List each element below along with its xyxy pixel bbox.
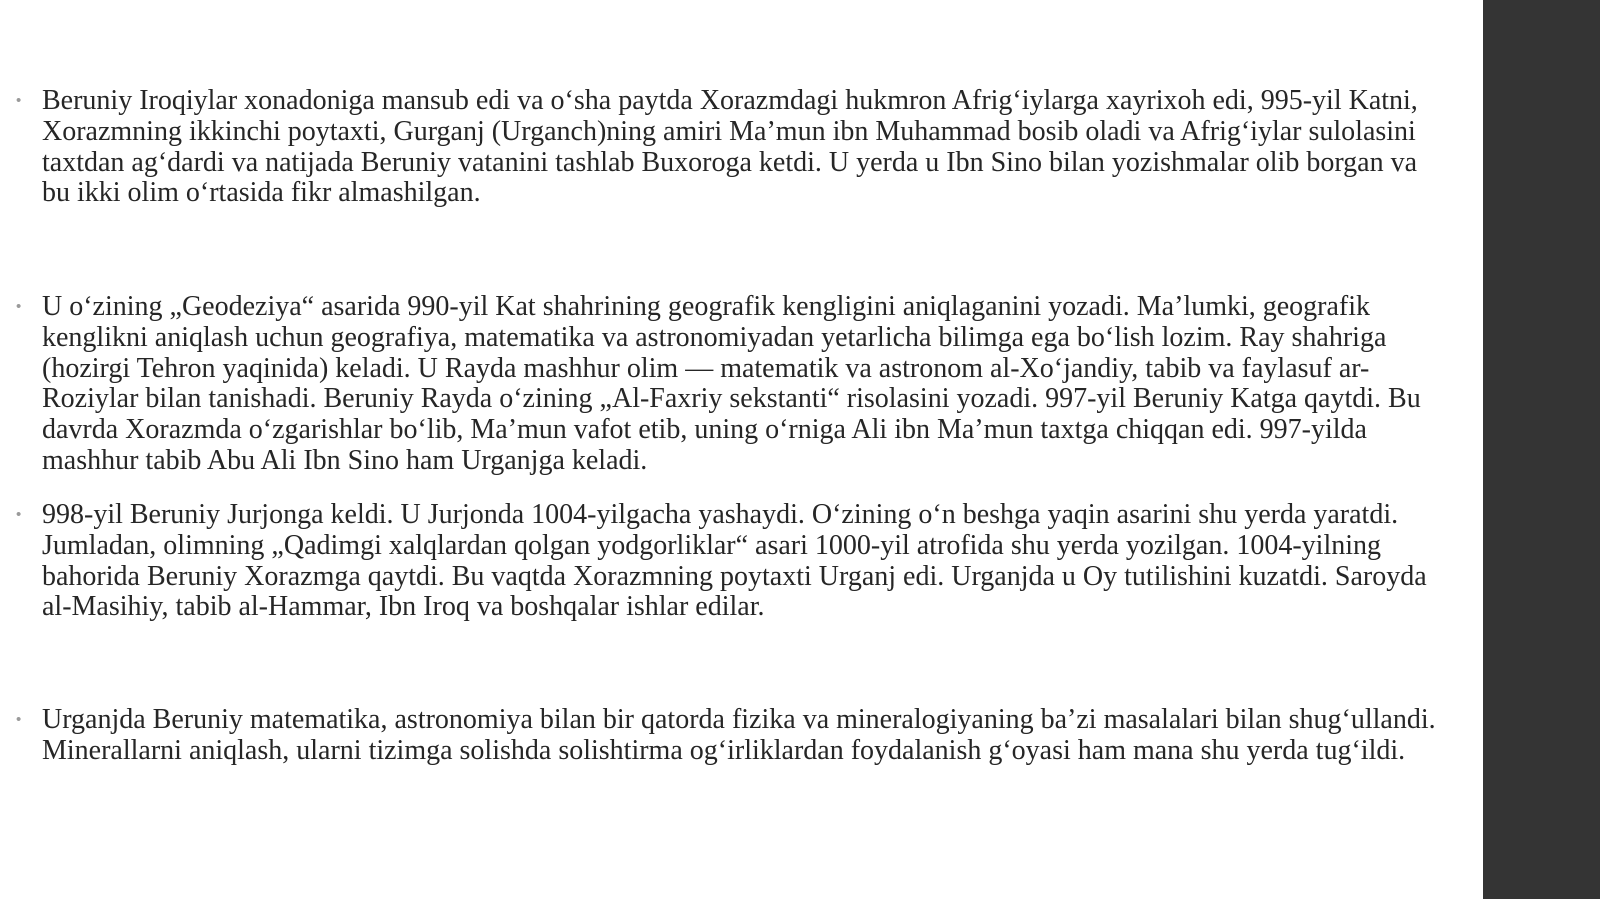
bullet-dot-icon: • xyxy=(16,92,22,109)
bullet-text: U o‘zining „Geodeziya“ asarida 990-yil Kat shahrining geografik kengligini aniqlaganini yozadi. Ma’lumki, geografik kenglikni aniqlash uchun geografiya, matematika va astronomiyadan yetarlicha bilimga ega bo‘lish lozim. Ray shahriga (hozirgi Tehron yaqinida) keladi. U Rayda mashhur olim — matematik va astronom al-Xo‘jandiy, tabib va faylasuf ar-Roziylar bilan tanishadi. Beruniy Rayda o‘zining „Al-Faxriy sekstanti“ risolasini yozadi. 997-yil Beruniy Katga qaytdi. Bu davrda Xorazmda o‘zgarishlar bo‘lib, Ma’mun vafot etib, uning o‘rniga Ali ibn Ma’mun taxtga chiqqan edi. 997-yilda mashhur tabib Abu Ali Ibn Sino ham Urganjga keladi. xyxy=(42,291,1421,476)
decorative-side-bar xyxy=(1483,0,1600,899)
bullet-text: Urganjda Beruniy matematika, astronomiya bilan bir qatorda fizika va mineralogiyaning ba’zi masalalari bilan shug‘ullandi. Minerallarni aniqlash, ularni tizimga solishda solishtirma og‘irliklardan foydalanish g‘oyasi ham mana shu yerda tug‘ildi. xyxy=(42,704,1436,766)
bullet-dot-icon: • xyxy=(16,506,22,523)
bullet-text: Beruniy Iroqiylar xonadoniga mansub edi va o‘sha paytda Xorazmdagi hukmron Afrig‘iylarga xayrixoh edi, 995-yil Katni, Xorazmning ikkinchi poytaxti, Gurganj (Urganch)ning amiri Ma’mun ibn Muhammad bosib oladi va Afrig‘iylar sulolasini taxtdan ag‘dardi va natijada Beruniy vatanini tashlab Buxoroga ketdi. U yerda u Ibn Sino bilan yozishmalar olib borgan va bu ikki olim o‘rtasida fikr almashilgan. xyxy=(42,85,1418,209)
bullet-item xyxy=(16,705,1456,767)
bullet-dot-icon: • xyxy=(16,711,22,728)
bullet-dot-icon: • xyxy=(16,298,22,315)
bullet-item xyxy=(16,86,1456,209)
bullet-item xyxy=(16,292,1456,477)
bullet-text: 998-yil Beruniy Jurjonga keldi. U Jurjonda 1004-yilgacha yashaydi. O‘zining o‘n beshga yaqin asarini shu yerda yaratdi. Jumladan, olimning „Qadimgi xalqlardan qolgan yodgorliklar“ asari 1000-yil atrofida shu yerda yozilgan. 1004-yilning bahorida Beruniy Xorazmga qaytdi. Bu vaqtda Xorazmning poytaxti Urganj edi. Urganjda u Oy tutilishini kuzatdi. Saroyda al-Masihiy, tabib al-Hammar, Ibn Iroq va boshqalar ishlar edilar. xyxy=(42,499,1427,623)
bullet-item xyxy=(16,500,1456,623)
